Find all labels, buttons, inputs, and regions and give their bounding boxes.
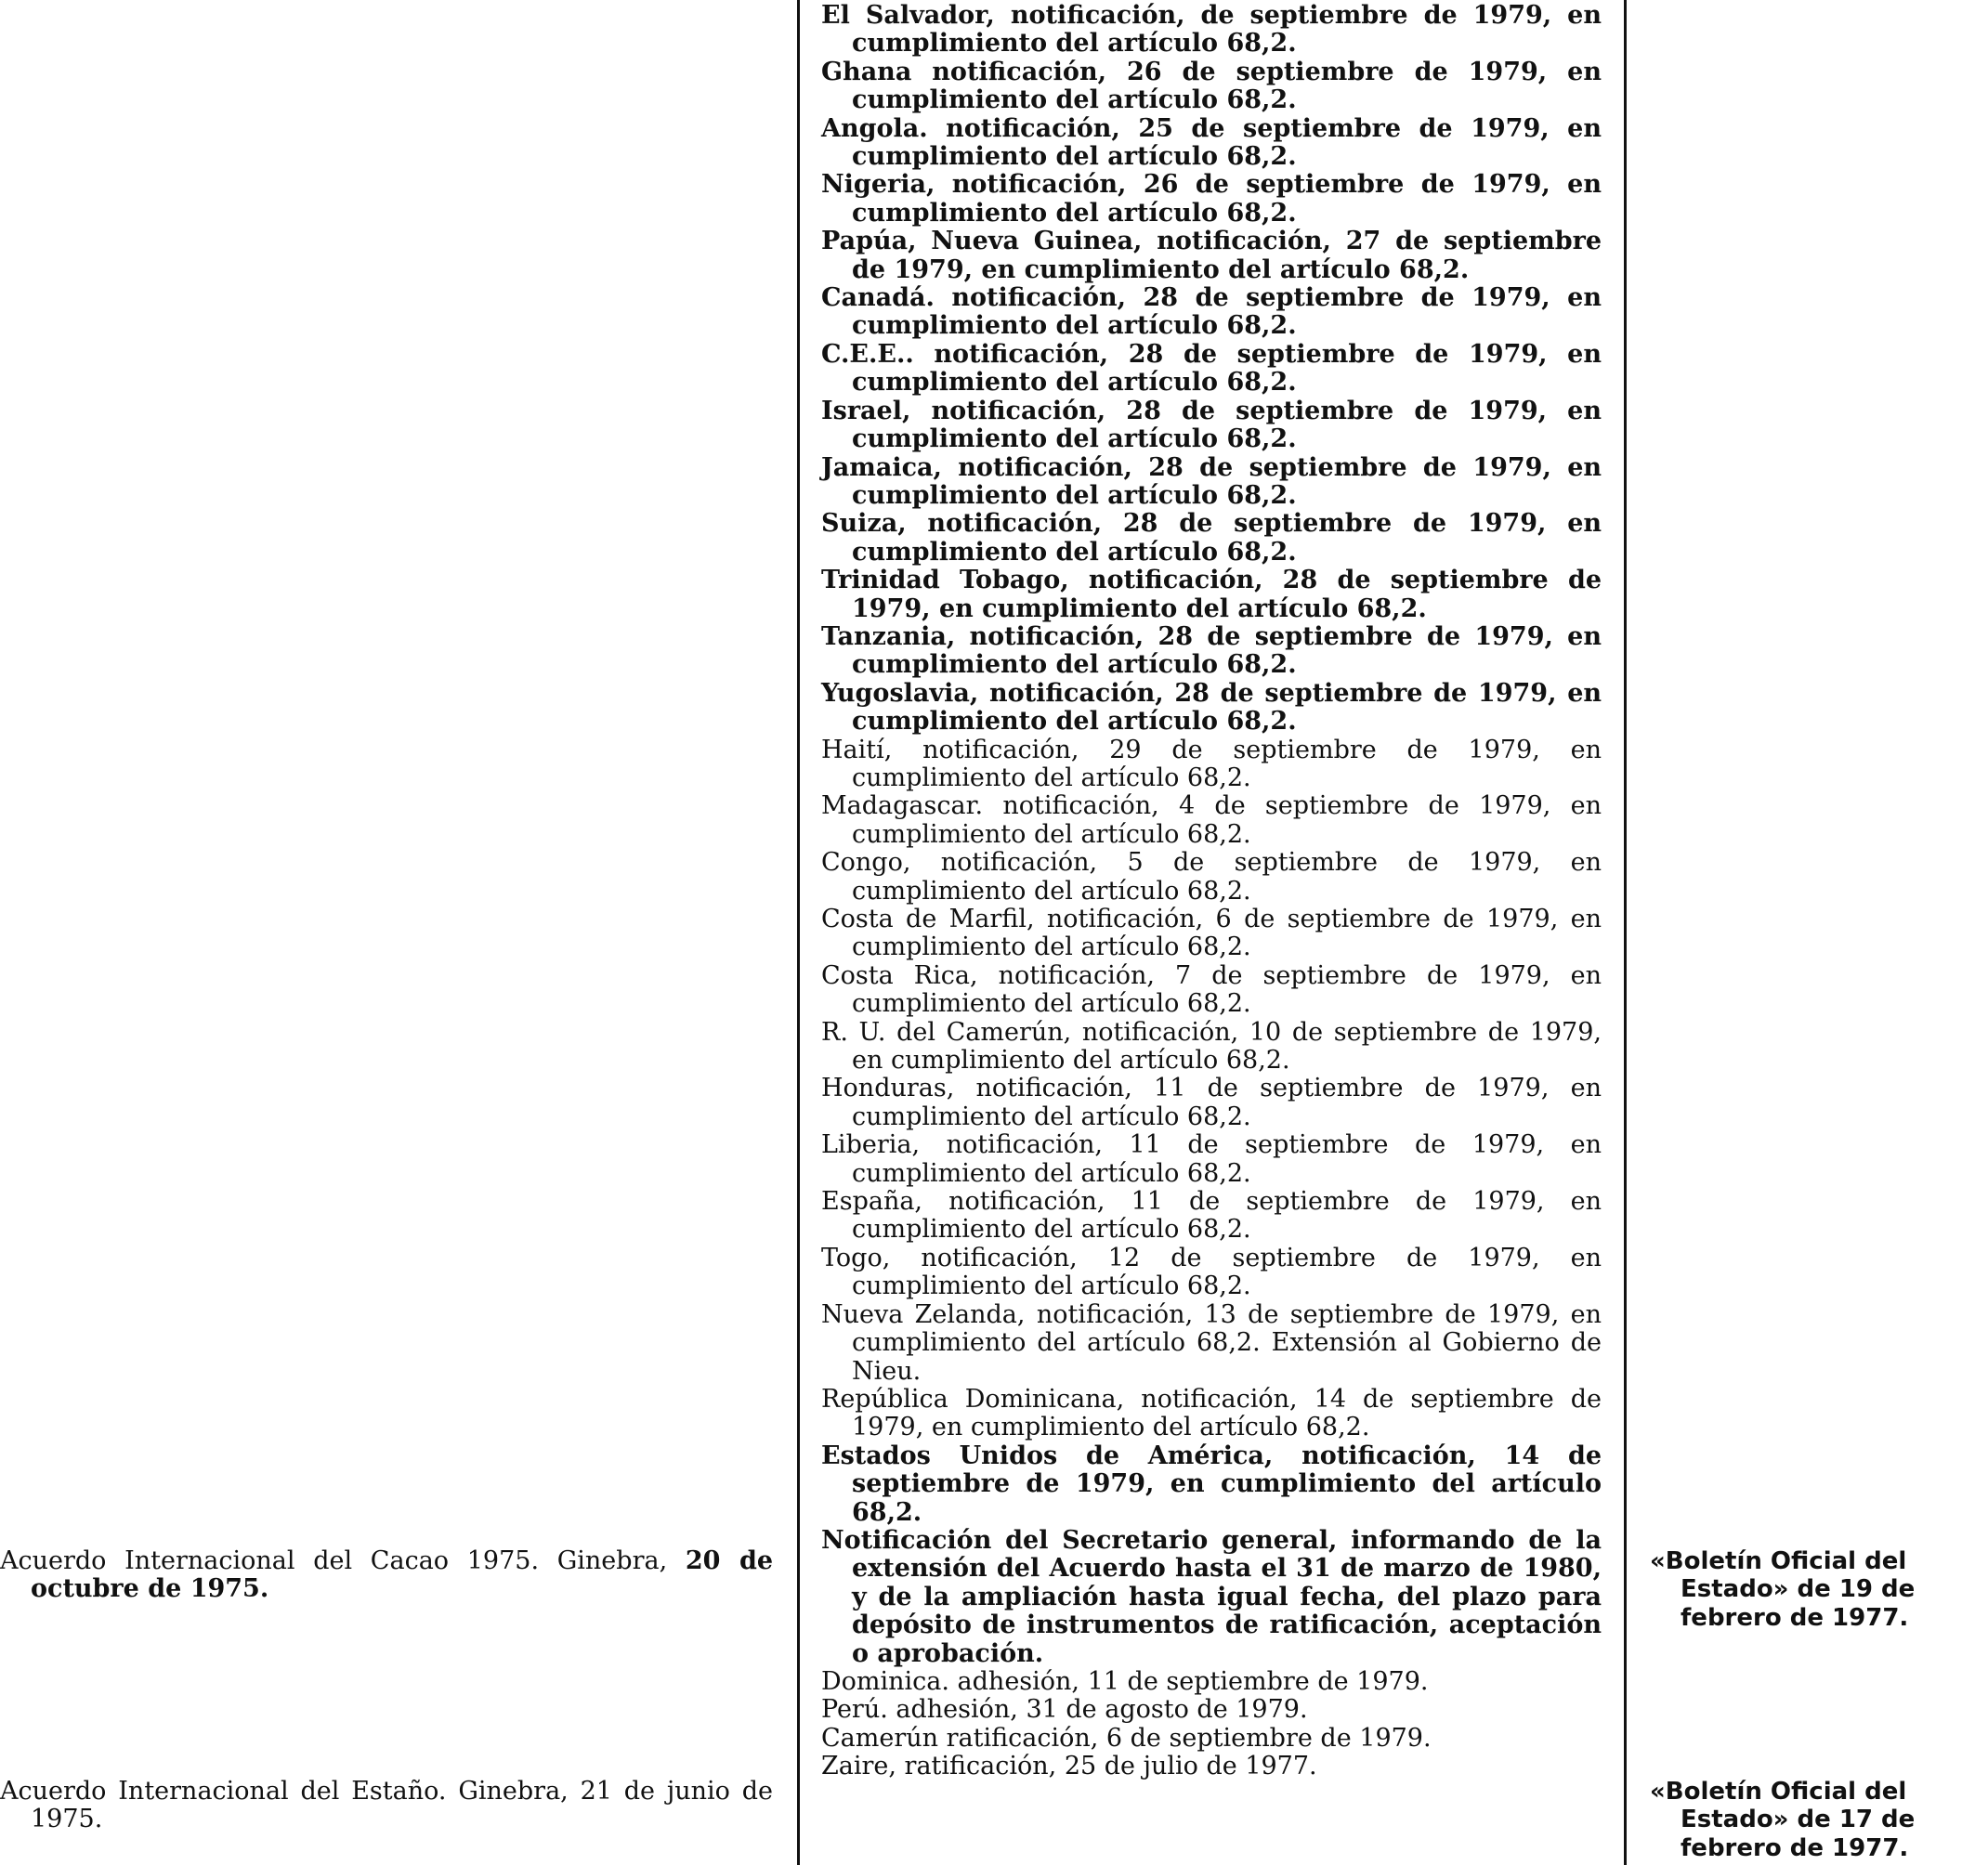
notification-entry: Liberia, notificación, 11 de septiembre de 1979, en cumplimiento del artículo 68,2. [821,1130,1602,1188]
notifications-column [821,2,1602,1781]
notification-entry: Notificación del Secretario general, informando de la extensión del Acuerdo hasta el 31 de marzo de 1980, y de la ampliación hasta igual fecha, del plazo para depósito de instrumentos de ratificación, aceptación o aprobación. [821,1525,1602,1668]
agreement-cacao-date: 20 de octubre de 1975. [31,1546,773,1604]
notification-entry: C.E.E.. notificación, 28 de septiembre de 1979, en cumplimiento del artículo 68,2. [821,339,1602,398]
agreement-estano [0,1778,773,1834]
notification-entry: Nigeria, notificación, 26 de septiembre de 1979, en cumplimiento del artículo 68,2. [821,170,1602,228]
agreement-cacao-title: Acuerdo Internacional del Cacao 1975. Ginebra, [0,1546,668,1575]
notification-entry: Costa de Marfil, notificación, 6 de septiembre de 1979, en cumplimiento del artículo 68,2. [821,905,1602,962]
notification-entry: Honduras, notificación, 11 de septiembre de 1979, en cumplimiento del artículo 68,2. [821,1074,1602,1131]
notification-entry: R. U. del Camerún, notificación, 10 de septiembre de 1979, en cumplimiento del artículo 68,2. [821,1017,1602,1076]
notification-entry: Togo, notificación, 12 de septiembre de 1979, en cumplimiento del artículo 68,2. [821,1243,1602,1301]
notification-entry: Haití, notificación, 29 de septiembre de 1979, en cumplimiento del artículo 68,2. [821,735,1602,792]
notification-entry: Costa Rica, notificación, 7 de septiembre de 1979, en cumplimiento del artículo 68,2. [821,960,1602,1019]
agreement-cacao [0,1547,773,1604]
notification-entry: Jamaica, notificación, 28 de septiembre de 1979, en cumplimiento del artículo 68,2. [821,452,1602,510]
notification-entry: República Dominicana, notificación, 14 de septiembre de 1979, en cumplimiento del artículo 68,2. [821,1384,1602,1442]
notification-entry: Nueva Zelanda, notificación, 13 de septiembre de 1979, en cumplimiento del artículo 68,2. Extensión al Gobierno de Nieu. [821,1299,1602,1386]
notification-entry: Estados Unidos de América, notificación, 14 de septiembre de 1979, en cumplimiento del artículo 68,2. [821,1441,1602,1527]
notification-entry: España, notificación, 11 de septiembre de 1979, en cumplimiento del artículo 68,2. [821,1187,1602,1245]
notification-entry: Camerún ratificación, 6 de septiembre de 1979. [821,1723,1432,1753]
boe-reference-estano: «Boletín Oficial del Estado» de 17 de febrero de 1977. [1650,1778,1916,1862]
notification-entry: Madagascar. notificación, 4 de septiembre de 1979, en cumplimiento del artículo 68,2. [821,791,1602,849]
notification-entry: Yugoslavia, notificación, 28 de septiembre de 1979, en cumplimiento del artículo 68,2. [821,678,1602,737]
column-rule-left [797,0,800,1865]
notification-entry: Congo, notificación, 5 de septiembre de 1979, en cumplimiento del artículo 68,2. [821,848,1602,906]
notification-entry: Tanzania, notificación, 28 de septiembre de 1979, en cumplimiento del artículo 68,2. [821,621,1602,680]
notification-entry: Papúa, Nueva Guinea, notificación, 27 de septiembre de 1979, en cumplimiento del artículo 68,2. [821,227,1602,284]
agreement-estano-title: Acuerdo Internacional del Estaño. Ginebra, 21 de junio de 1975. [0,1777,773,1834]
notification-entry: El Salvador, notificación, de septiembre de 1979, en cumplimiento del artículo 68,2. [821,1,1602,59]
notification-entry: Suiza, notificación, 28 de septiembre de 1979, en cumplimiento del artículo 68,2. [821,509,1602,567]
notification-entry: Ghana notificación, 26 de septiembre de 1979, en cumplimiento del artículo 68,2. [821,57,1602,115]
boe-reference-cacao: «Boletín Oficial del Estado» de 19 de febrero de 1977. [1650,1547,1916,1632]
notification-entry: Angola. notificación, 25 de septiembre de 1979, en cumplimiento del artículo 68,2. [821,113,1602,172]
notification-entry: Trinidad Tobago, notificación, 28 de septiembre de 1979, en cumplimiento del artículo 68,2. [821,566,1602,623]
column-rule-right [1624,0,1627,1865]
notification-entry: Dominica. adhesión, 11 de septiembre de 1979. [821,1666,1429,1696]
notification-entry: Perú. adhesión, 31 de agosto de 1979. [821,1695,1308,1725]
notification-entry: Israel, notificación, 28 de septiembre de 1979, en cumplimiento del artículo 68,2. [821,396,1602,454]
notification-entry: Zaire, ratificación, 25 de julio de 1977. [821,1752,1317,1781]
notification-entry: Canadá. notificación, 28 de septiembre de 1979, en cumplimiento del artículo 68,2. [821,283,1602,341]
